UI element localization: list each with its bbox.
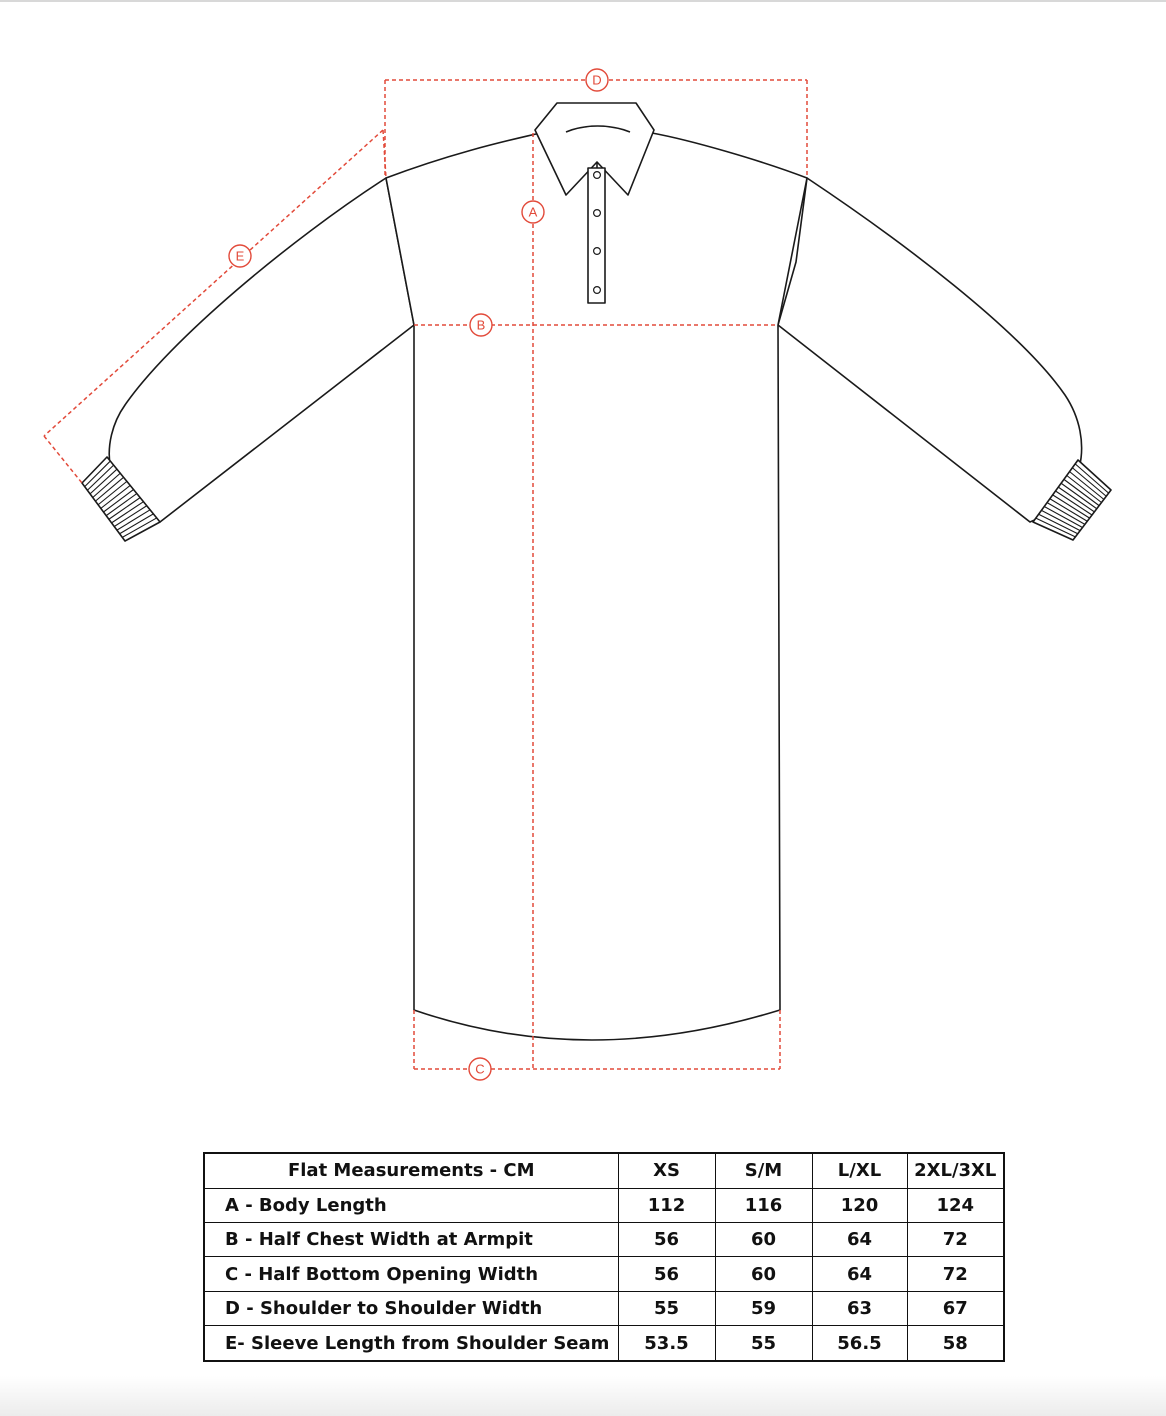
size-chart-table — [203, 1152, 1005, 1362]
row-label: E- Sleeve Length from Shoulder Seam — [204, 1326, 618, 1361]
right-sleeve — [778, 178, 1082, 522]
button-icon — [594, 210, 601, 217]
table-cell: 55 — [618, 1291, 715, 1325]
size-header-sm: S/M — [715, 1153, 812, 1188]
size-header-xs: XS — [618, 1153, 715, 1188]
table-row — [204, 1188, 1004, 1222]
button-icon — [594, 287, 601, 294]
table-cell: 53.5 — [618, 1326, 715, 1361]
table-row — [204, 1257, 1004, 1291]
table-cell: 116 — [715, 1188, 812, 1222]
size-header-2xl3xl: 2XL/3XL — [907, 1153, 1004, 1188]
table-cell: 72 — [907, 1222, 1004, 1256]
table-row — [204, 1291, 1004, 1325]
table-cell: 63 — [812, 1291, 907, 1325]
dimension-label-e: E — [235, 248, 245, 264]
table-cell: 124 — [907, 1188, 1004, 1222]
table-cell: 120 — [812, 1188, 907, 1222]
row-label: B - Half Chest Width at Armpit — [204, 1222, 618, 1256]
row-label: D - Shoulder to Shoulder Width — [204, 1291, 618, 1325]
table-header-row — [204, 1153, 1004, 1188]
table-cell: 64 — [812, 1257, 907, 1291]
table-cell: 56 — [618, 1257, 715, 1291]
table-row — [204, 1222, 1004, 1256]
button-icon — [594, 248, 601, 255]
table-cell: 67 — [907, 1291, 1004, 1325]
row-label: C - Half Bottom Opening Width — [204, 1257, 618, 1291]
button-icon — [594, 172, 601, 179]
table-cell: 59 — [715, 1291, 812, 1325]
table-cell: 112 — [618, 1188, 715, 1222]
table-cell: 56.5 — [812, 1326, 907, 1361]
button-placket-icon — [588, 168, 605, 303]
table-cell: 72 — [907, 1257, 1004, 1291]
table-cell: 64 — [812, 1222, 907, 1256]
dimension-label-d: D — [592, 72, 602, 88]
dimension-label-a: A — [528, 204, 538, 220]
table-title: Flat Measurements - CM — [204, 1153, 618, 1188]
table-row — [204, 1326, 1004, 1361]
table-cell: 55 — [715, 1326, 812, 1361]
table-cell: 58 — [907, 1326, 1004, 1361]
row-label: A - Body Length — [204, 1188, 618, 1222]
table-cell: 56 — [618, 1222, 715, 1256]
bottom-shadow — [0, 1376, 1166, 1416]
dimension-label-b: B — [476, 317, 486, 333]
table-cell: 60 — [715, 1222, 812, 1256]
dimension-label-c: C — [475, 1061, 485, 1077]
size-header-lxl: L/XL — [812, 1153, 907, 1188]
table-cell: 60 — [715, 1257, 812, 1291]
left-sleeve — [109, 178, 414, 522]
